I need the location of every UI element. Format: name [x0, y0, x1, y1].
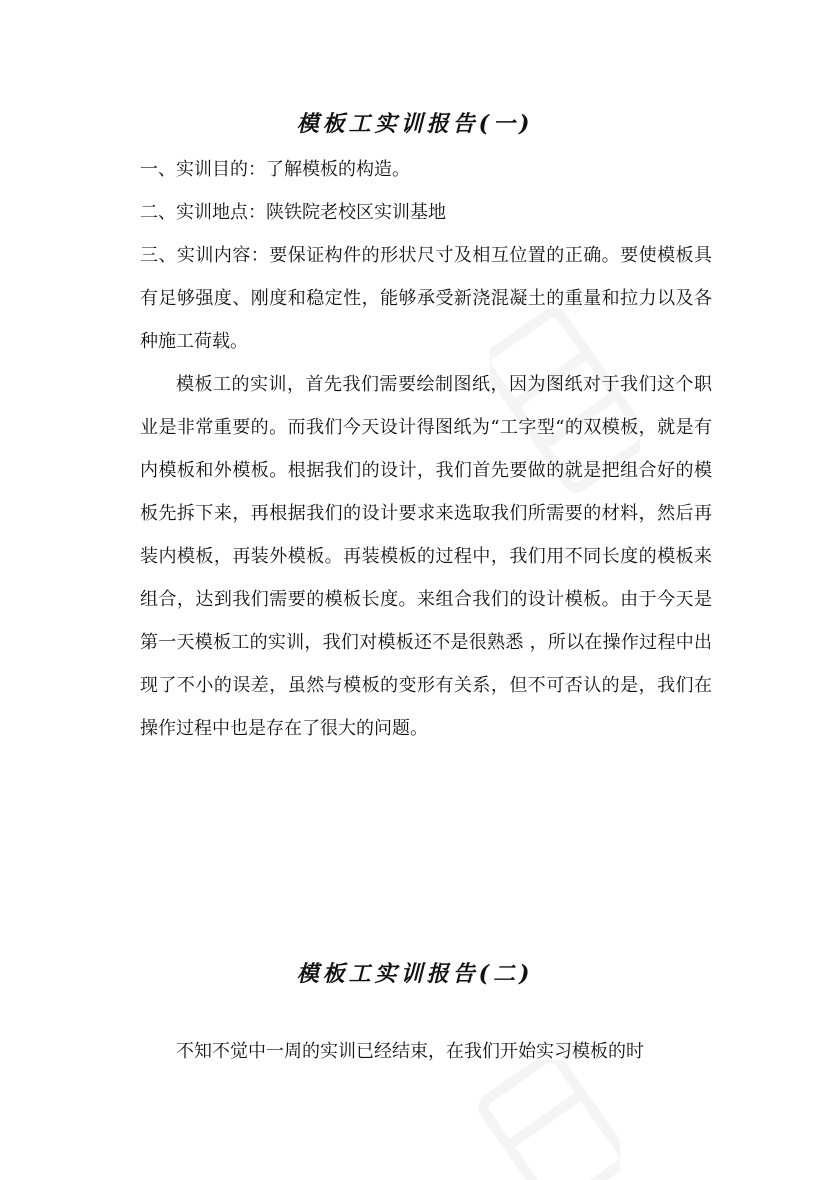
training-purpose-line: 一、实训目的：了解模板的构造。 — [140, 159, 410, 180]
training-content-paragraph: 三、实训内容：要保证构件的形状尺寸及相互位置的正确。要使模板具有足够强度、刚度和稳定性，能够承受新浇混凝土的重量和拉力以及各种施工荷载。 — [140, 245, 712, 352]
report-one-body — [140, 148, 712, 750]
report-two-body — [140, 1030, 712, 1073]
report-one-title: 模板工实训报告(一) — [296, 111, 534, 137]
watermark-logo-lower — [470, 1060, 620, 1180]
training-location-line: 二、实训地点：陕铁院老校区实训基地 — [140, 202, 446, 223]
report-one-main-paragraph: 模板工的实训，首先我们需要绘制图纸，因为图纸对于我们这个职业是非常重要的。而我们今天设计得图纸为“工字型“的双模板，就是有内模板和外模板。根据我们的设计，我们首先要做的就是把组合好的模板先拆下来，再根据我们的设计要求来选取我们所需要的材料，然后再装内模板，再装外模板。再装模板的过程中，我们用不同长度的模板来组合，达到我们需要的模板长度。来组合我们的设计模板。由于今天是第一天模板工的实训，我们对模板还不是很熟悉 ，所以在操作过程中出现了不小的误差，虽然与模板的变形有关系，但不可否认的是，我们在操作过程中也是存在了很大的问题。 — [140, 374, 712, 739]
report-two-title: 模板工实训报告(二) — [296, 961, 534, 987]
report-two-paragraph: 不知不觉中一周的实训已经结束，在我们开始实习模板的时 — [176, 1041, 644, 1062]
